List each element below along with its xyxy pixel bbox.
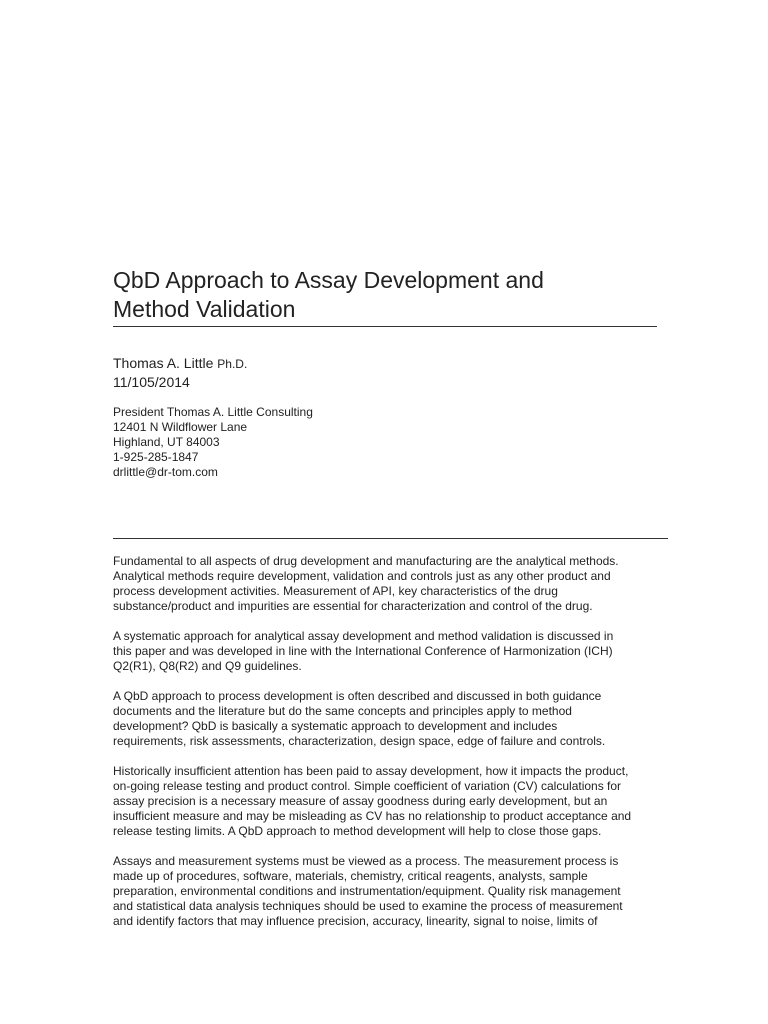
address-street: 12401 N Wildflower Lane xyxy=(113,420,248,434)
section-divider xyxy=(113,538,668,539)
address-email: drlittle@dr-tom.com xyxy=(113,465,218,479)
title-line-2: Method Validation xyxy=(113,296,296,322)
address-phone: 1-925-285-1847 xyxy=(113,450,199,464)
author-block xyxy=(113,354,247,391)
paragraph-4: Historically insufficient attention has been paid to assay development, how it impacts the product, on-going release testing and product control. Simple coefficient of variation (CV) calculations for assay precision is a necessary measure of assay goodness during early development, but an insufficient measure and may be misleading as CV has no relationship to product acceptance and release testing limits. A QbD approach to method development will help to close those gaps. xyxy=(113,764,632,838)
title-line-1: QbD Approach to Assay Development and xyxy=(113,267,544,293)
body-text xyxy=(113,554,673,944)
document-date: 11/105/2014 xyxy=(113,374,190,390)
paragraph-3: A QbD approach to process development is often described and discussed in both guidance documents and the literature but do the same concepts and principles apply to method development? QbD is basically a systematic approach to development and includes requirements, risk assessments, characterization, design space, edge of failure and controls. xyxy=(113,689,606,748)
address-company: President Thomas A. Little Consulting xyxy=(113,405,313,419)
author-line xyxy=(113,354,247,373)
document-title xyxy=(113,266,657,324)
title-underline xyxy=(113,326,657,327)
address-block xyxy=(113,405,313,480)
title-block xyxy=(113,266,657,327)
paragraph-1: Fundamental to all aspects of drug development and manufacturing are the analytical methods. Analytical methods require development, validation and controls just as any other product and process development activities. Measurement of API, key characteristics of the drug substance/product and impurities are essential for characterization and control of the drug. xyxy=(113,554,619,613)
author-degree: Ph.D. xyxy=(217,357,248,371)
author-name: Thomas A. Little xyxy=(113,355,214,371)
paragraph-2: A systematic approach for analytical assay development and method validation is discussed in this paper and was developed in line with the International Conference of Harmonization (ICH) Q2(R1), Q8(R2) and Q9 guidelines. xyxy=(113,629,614,673)
paragraph-5: Assays and measurement systems must be viewed as a process. The measurement process is made up of procedures, software, materials, chemistry, critical reagents, analysts, sample preparation, environmental conditions and instrumentation/equipment. Quality risk management and statistical data analysis techniques should be used to examine the process of measurement and identify factors that may influence precision, accuracy, linearity, signal to noise, limits of xyxy=(113,854,623,928)
address-city: Highland, UT 84003 xyxy=(113,435,220,449)
